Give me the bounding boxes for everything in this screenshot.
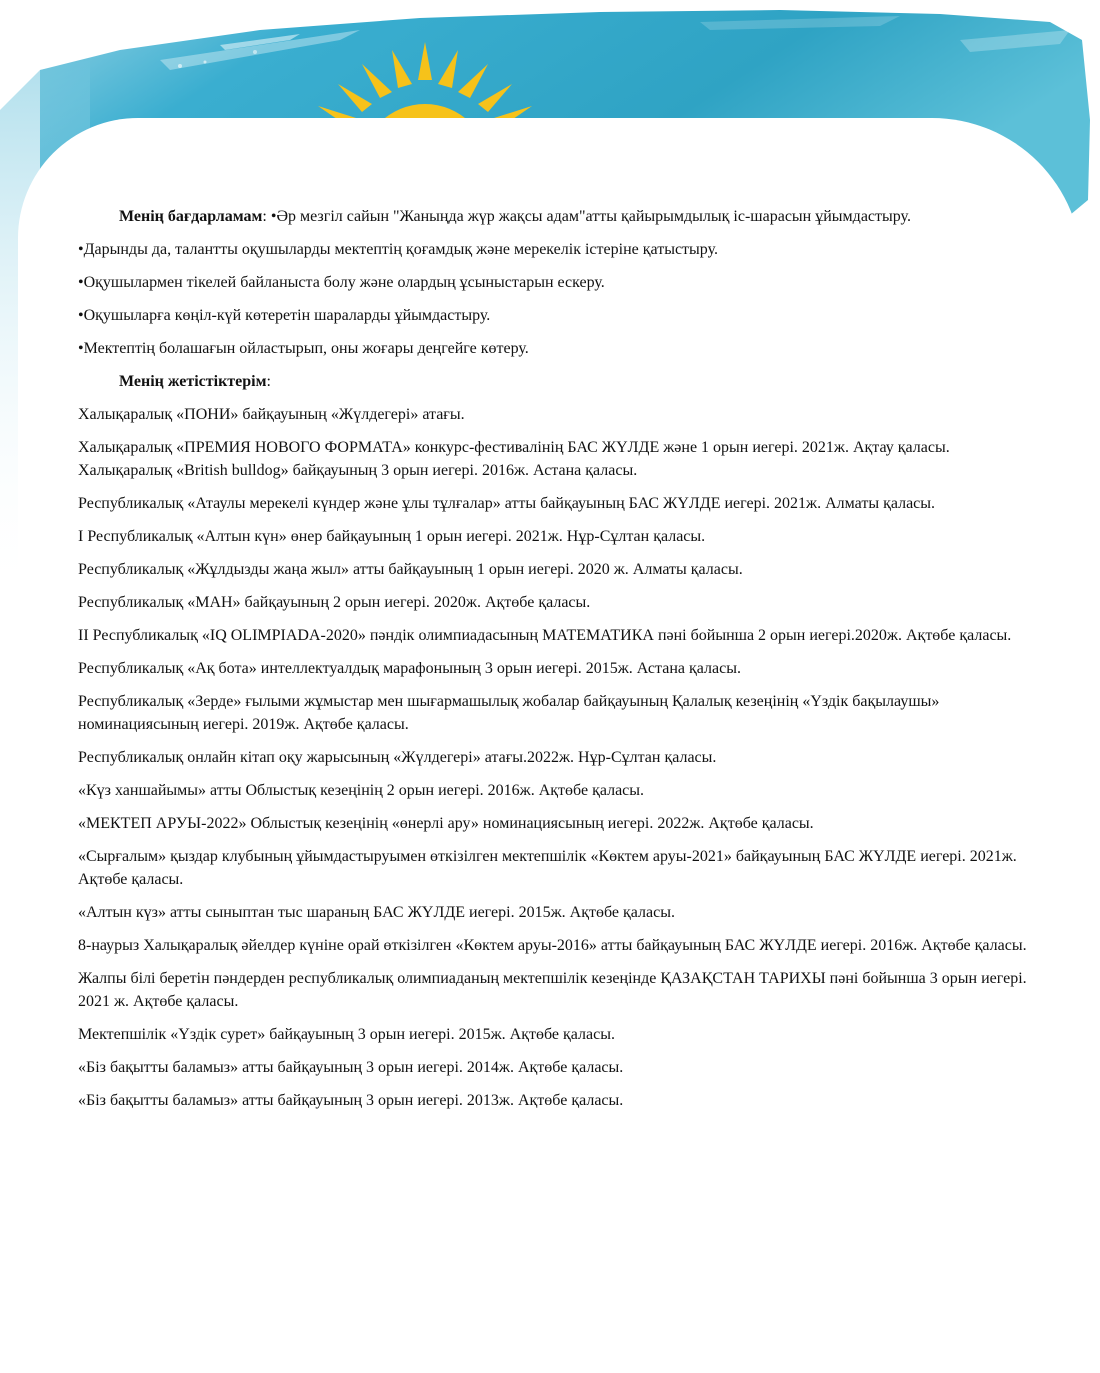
- achievement-item: Республикалық «МАН» байқауының 2 орын иегері. 2020ж. Ақтөбе қаласы.: [78, 594, 591, 611]
- program-paragraph: [78, 205, 1038, 228]
- achievement-item: Республикалық онлайн кітап оқу жарысының «Жүлдегері» атағы.2022ж. Нұр-Сұлтан қаласы.: [78, 749, 717, 766]
- achievement-item: Республикалық «Зерде» ғылыми жұмыстар мен шығармашылық жобалар байқауының Қалалық кезеңінің «Үздік бақылаушы» номинациясының иегері. 2019ж. Ақтөбе қаласы.: [78, 693, 940, 733]
- achievement-item: Халықаралық «ПОНИ» байқауының «Жүлдегері» атағы.: [78, 406, 465, 423]
- achievement-item: «Біз бақытты баламыз» атты байқауының 3 орын иегері. 2014ж. Ақтөбе қаласы.: [78, 1059, 624, 1076]
- achievement-item: «МЕКТЕП АРУЫ-2022» Облыстық кезеңінің «өнерлі ару» номинациясының иегері. 2022ж. Ақтөбе қаласы.: [78, 815, 814, 832]
- achievement-item: 8-наурыз Халықаралық әйелдер күніне орай өткізілген «Көктем аруы-2016» атты байқауының БАС ЖҮЛДЕ иегері. 2016ж. Ақтөбе қаласы.: [78, 937, 1027, 954]
- program-item: •Оқушыларға көңіл-күй көтеретін шараларды ұйымдастыру.: [78, 307, 491, 324]
- program-item: •Мектептің болашағын ойластырып, оны жоғары деңгейге көтеру.: [78, 340, 529, 357]
- achievement-item: Халықаралық «British bulldog» байқауының 3 орын иегері. 2016ж. Астана қаласы.: [78, 462, 638, 479]
- achievement-item: «Күз ханшайымы» атты Облыстық кезеңінің 2 орын иегері. 2016ж. Ақтөбе қаласы.: [78, 782, 645, 799]
- achievement-item: Халықаралық «ПРЕМИЯ НОВОГО ФОРМАТА» конкурс-фестивалінің БАС ЖҮЛДЕ және 1 орын иегері. 2021ж. Ақтау қаласы.: [78, 439, 950, 456]
- program-heading: Менің бағдарламам: [119, 208, 263, 225]
- achievement-item: Жалпы білі беретін пәндерден республикалық олимпиаданың мектепшілік кезеңінде ҚАЗАҚСТАН ТАРИХЫ пәні бойынша 3 орын иегері. 2021 ж. Ақтөбе қаласы.: [78, 970, 1027, 1010]
- program-item: •Оқушылармен тікелей байланыста болу және олардың ұсыныстарын ескеру.: [78, 274, 605, 291]
- achievement-item: І Республикалық «Алтын күн» өнер байқауының 1 орын иегері. 2021ж. Нұр-Сұлтан қаласы.: [78, 528, 706, 545]
- achievement-item: Мектепшілік «Үздік сурет» байқауының 3 орын иегері. 2015ж. Ақтөбе қаласы.: [78, 1026, 615, 1043]
- program-item: •Дарынды да, талантты оқушыларды мектептің қоғамдық және мерекелік істеріне қатыстыру.: [78, 241, 718, 258]
- achievements-heading: Менің жетістіктерім: [119, 373, 267, 390]
- achievement-item: «Біз бақытты баламыз» атты байқауының 3 орын иегері. 2013ж. Ақтөбе қаласы.: [78, 1092, 624, 1109]
- achievement-item: ІІ Республикалық «IQ OLIMPIADA-2020» пәндік олимпиадасының МАТЕМАТИКА пәні бойынша 2 орын иегері.2020ж. Ақтөбе қаласы.: [78, 627, 1012, 644]
- achievement-item: Республикалық «Атаулы мерекелі күндер және ұлы тұлғалар» атты байқауының БАС ЖҮЛДЕ иегері. 2021ж. Алматы қаласы.: [78, 495, 936, 512]
- achievement-item: Республикалық «Ақ бота» интеллектуалдық марафонының 3 орын иегері. 2015ж. Астана қаласы.: [78, 660, 741, 677]
- achievements-heading-suffix: :: [266, 373, 271, 390]
- achievement-item: Республикалық «Жұлдызды жаңа жыл» атты байқауының 1 орын иегері. 2020 ж. Алматы қаласы.: [78, 561, 743, 578]
- program-first-item: : •Әр мезгіл сайын "Жаныңда жүр жақсы адам"атты қайырымдылық іс-шарасын ұйымдастыру.: [262, 208, 911, 225]
- achievement-item: «Сырғалым» қыздар клубының ұйымдастыруымен өткізілген мектепшілік «Көктем аруы-2021» байқауының БАС ЖҮЛДЕ иегері. 2021ж. Ақтөбе қаласы.: [78, 848, 1017, 888]
- achievement-item: «Алтын күз» атты сыныптан тыс шараның БАС ЖҮЛДЕ иегері. 2015ж. Ақтөбе қаласы.: [78, 904, 675, 921]
- achievements-heading-paragraph: [78, 370, 1038, 393]
- document-body: [78, 205, 1038, 1122]
